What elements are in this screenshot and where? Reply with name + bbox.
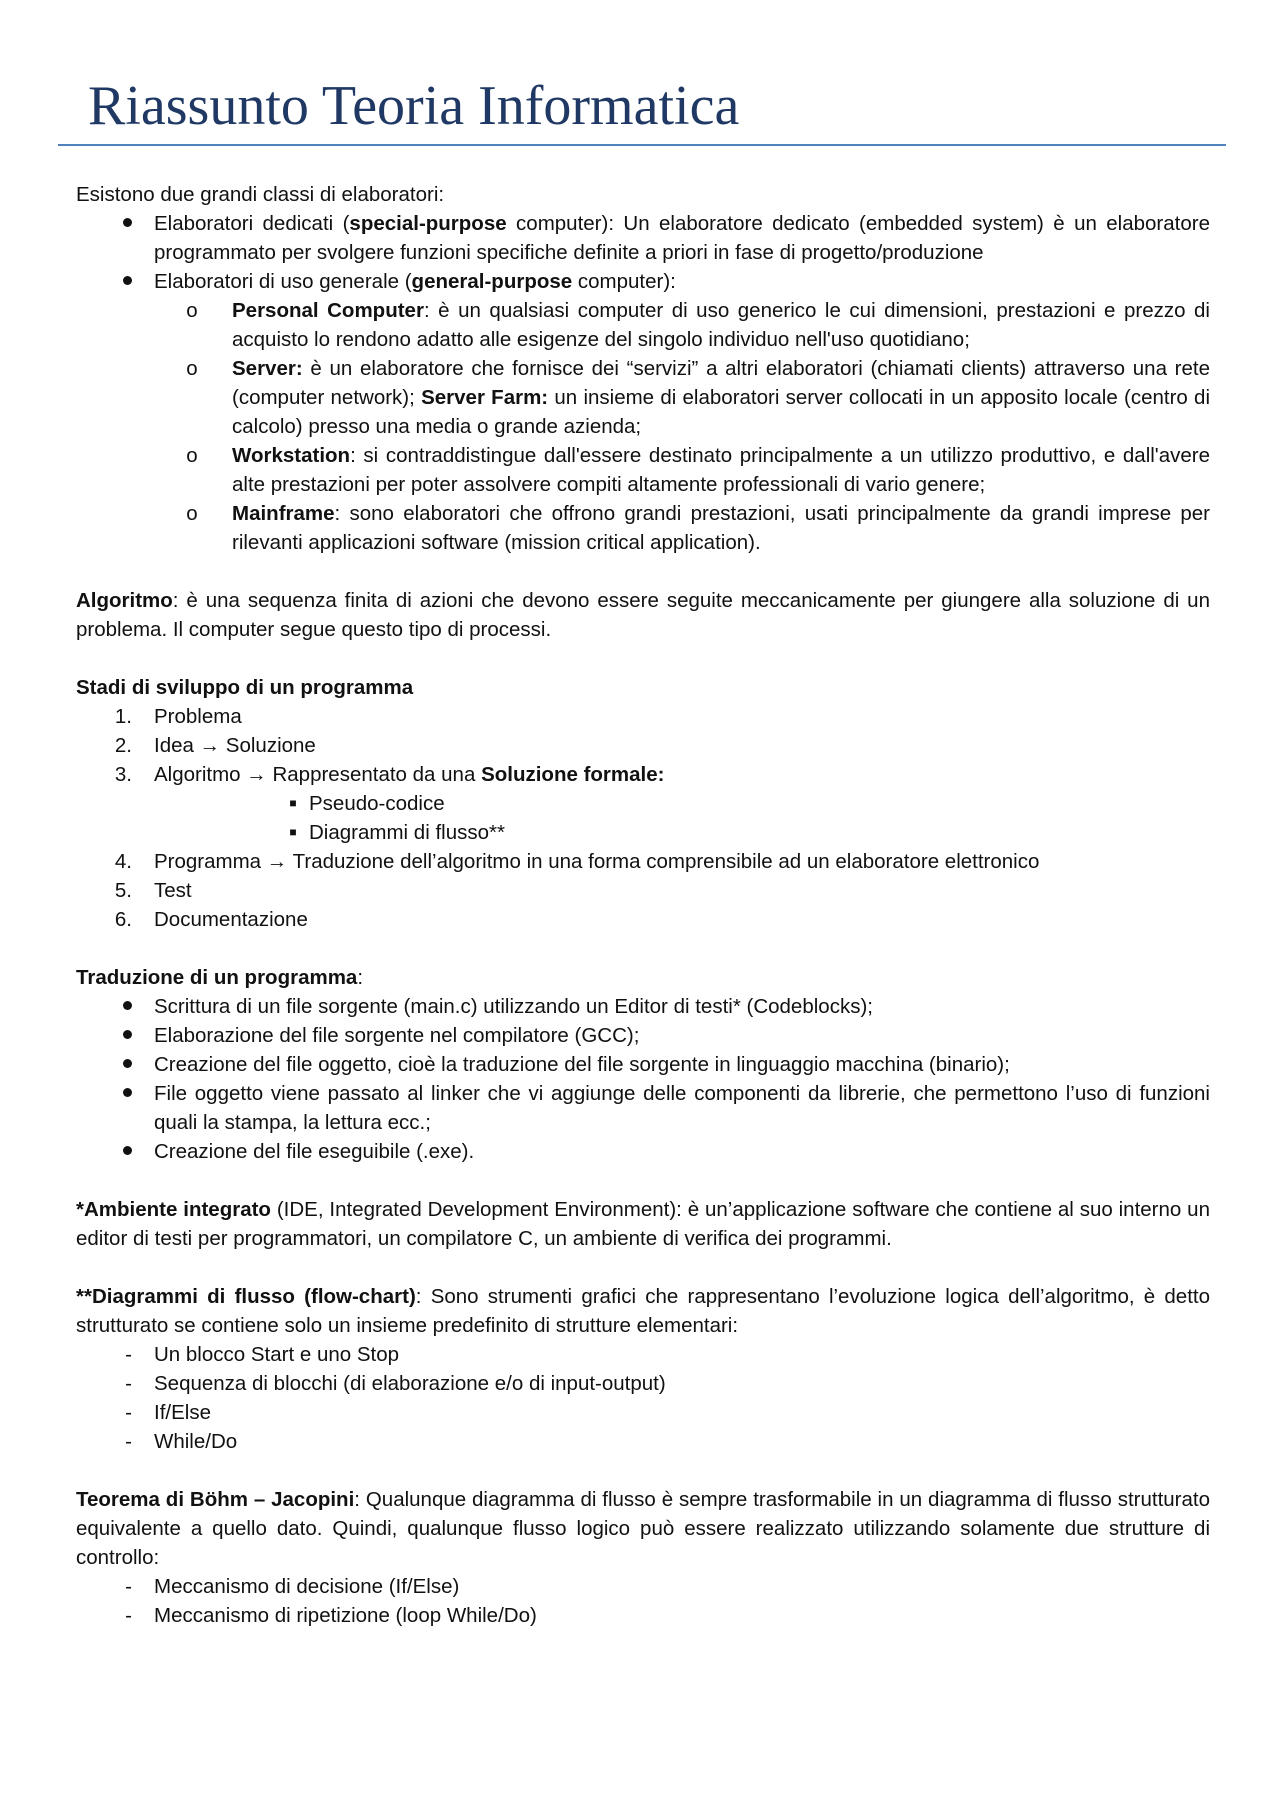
- stadi-heading: Stadi di sviluppo di un programma: [76, 676, 414, 699]
- list-item: 2. Idea → Soluzione: [114, 734, 316, 757]
- dash-bullet: -: [125, 1604, 132, 1627]
- list-item: Creazione del file oggetto, cioè la traduzione del file sorgente in linguaggio macchina (binario);: [76, 1050, 1210, 1079]
- traduzione-list: [76, 992, 1210, 1166]
- list-item: o Workstation: si contraddistingue dall'essere destinato principalmente a un utilizzo produttivo, e dall'avere alte prestazioni per poter assolvere compiti altamente professionali di vario genere;: [76, 441, 1210, 499]
- circle-bullet: o: [186, 357, 198, 380]
- document-body: [76, 180, 1210, 1630]
- stadi-list: [76, 702, 1210, 789]
- circle-bullet: o: [186, 444, 198, 467]
- teorema-paragraph: Teorema di Böhm – Jacopini: Qualunque diagramma di flusso è sempre trasformabile in un diagramma di flusso strutturato equivalente a quello dato. Quindi, qualunque flusso logico può essere realizzato utilizzando solamente due strutture di controllo:: [76, 1488, 1210, 1569]
- soluzione-formale-list: [76, 789, 1210, 847]
- bullet-icon: [76, 1079, 132, 1108]
- diagrammi-list: [76, 1340, 1210, 1456]
- square-bullet-icon: ■: [289, 796, 297, 810]
- dash-bullet: -: [125, 1401, 132, 1424]
- list-item: o Server: è un elaboratore che fornisce dei “servizi” a altri elaboratori (chiamati clients) attraverso una rete (computer network); Server Farm: un insieme di elaboratori server collocati in un apposito locale (centro di calcolo) presso una media o grande azienda;: [76, 354, 1210, 441]
- bullet-icon: [76, 1021, 132, 1050]
- list-item: o Mainframe: sono elaboratori che offrono grandi prestazioni, usati principalmente da grandi imprese per rilevanti applicazioni software (mission critical application).: [76, 499, 1210, 557]
- list-item: - Un blocco Start e uno Stop: [76, 1340, 1210, 1369]
- page-title: Riassunto Teoria Informatica: [88, 75, 740, 137]
- dash-bullet: -: [125, 1575, 132, 1598]
- intro-paragraph: Esistono due grandi classi di elaboratori:: [76, 183, 445, 206]
- list-item: Elaborazione del file sorgente nel compilatore (GCC);: [76, 1021, 1210, 1050]
- dash-bullet: -: [125, 1343, 132, 1366]
- list-item: 4. Programma → Traduzione dell’algoritmo in una forma comprensibile ad un elaboratore elettronico: [114, 850, 1040, 873]
- list-item: - If/Else: [76, 1398, 1210, 1427]
- bullet-icon: [76, 267, 132, 296]
- list-item: ■ Pseudo-codice: [76, 789, 1210, 818]
- list-item: 3. Algoritmo → Rappresentato da una Soluzione formale:: [114, 763, 665, 786]
- bullet-icon: [76, 992, 132, 1021]
- square-bullet-icon: ■: [289, 825, 297, 839]
- list-item: - Meccanismo di decisione (If/Else): [76, 1572, 1210, 1601]
- list-item: Elaboratori di uso generale (general-purpose computer):: [76, 267, 1210, 296]
- list-item: - Meccanismo di ripetizione (loop While/Do): [76, 1601, 1210, 1630]
- list-item: 5. Test: [114, 879, 192, 902]
- dash-bullet: -: [125, 1372, 132, 1395]
- list-item: o Personal Computer: è un qualsiasi computer di uso generico le cui dimensioni, prestazioni e prezzo di acquisto lo rendono adatto alle esigenze del singolo individuo nell'uso quotidiano;: [76, 296, 1210, 354]
- classes-list: [76, 209, 1210, 296]
- circle-bullet: o: [186, 502, 198, 525]
- algoritmo-paragraph: Algoritmo: è una sequenza finita di azioni che devono essere seguite meccanicamente per giungere alla soluzione di un problema. Il computer segue questo tipo di processi.: [76, 589, 1210, 641]
- list-item: - Sequenza di blocchi (di elaborazione e/o di input-output): [76, 1369, 1210, 1398]
- list-item: - While/Do: [76, 1427, 1210, 1456]
- circle-bullet: o: [186, 299, 198, 322]
- diagrammi-paragraph: **Diagrammi di flusso (flow-chart): Sono strumenti grafici che rappresentano l’evoluzione logica dell’algoritmo, è detto strutturato se contiene solo un insieme predefinito di strutture elementari:: [76, 1285, 1211, 1337]
- bullet-icon: [76, 209, 132, 238]
- ambiente-paragraph: *Ambiente integrato (IDE, Integrated Development Environment): è un’applicazione software che contiene al suo interno un editor di testi per programmatori, un compilatore C, un ambiente di verifica dei programmi.: [76, 1198, 1210, 1250]
- dash-bullet: -: [125, 1430, 132, 1453]
- list-item: 1. Problema: [114, 705, 242, 728]
- list-item: 6. Documentazione: [114, 908, 308, 931]
- subclasses-list: [76, 296, 1210, 557]
- list-item: File oggetto viene passato al linker che vi aggiunge delle componenti da librerie, che permettono l’uso di funzioni quali la stampa, la lettura ecc.;: [76, 1079, 1210, 1137]
- teorema-list: [76, 1572, 1210, 1630]
- stadi-list-continued: [76, 847, 1210, 934]
- list-item: Elaboratori dedicati (special-purpose computer): Un elaboratore dedicato (embedded system) è un elaboratore programmato per svolgere funzioni specifiche definite a priori in fase di progetto/produzione: [76, 209, 1210, 267]
- title-underline: [58, 144, 1226, 146]
- bullet-icon: [76, 1050, 132, 1079]
- traduzione-heading: Traduzione di un programma:: [76, 966, 364, 989]
- list-item: ■ Diagrammi di flusso**: [76, 818, 1210, 847]
- bullet-icon: [76, 1137, 132, 1166]
- list-item: Scrittura di un file sorgente (main.c) utilizzando un Editor di testi* (Codeblocks);: [76, 992, 1210, 1021]
- list-item: Creazione del file eseguibile (.exe).: [76, 1137, 1210, 1166]
